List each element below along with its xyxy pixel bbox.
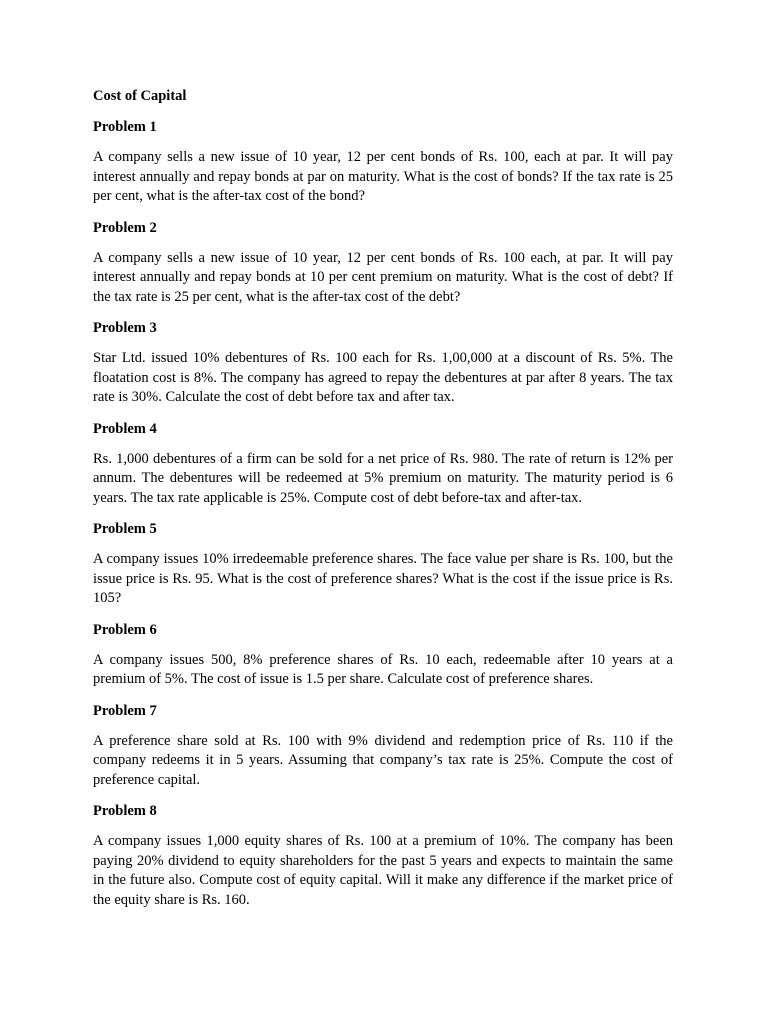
problem-1: [93, 117, 673, 207]
problem-heading: Problem 8: [93, 803, 157, 819]
document-page: [93, 86, 673, 921]
problem-text: A company issues 500, 8% preference shares of Rs. 10 each, redeemable after 10 years at a premium of 5%. The cost of issue is 1.5 per share. Calculate cost of preference shares.: [93, 651, 673, 687]
problem-text: Star Ltd. issued 10% debentures of Rs. 100 each for Rs. 1,00,000 at a discount of Rs. 5%. The floatation cost is 8%. The company has agreed to repay the debentures at par after 8 years. The tax rate is 30%. Calculate the cost of debt before tax and after tax.: [93, 350, 673, 405]
problem-heading: Problem 1: [93, 119, 157, 135]
document-title: Cost of Capital: [93, 88, 187, 104]
problem-8: [93, 801, 673, 910]
problem-heading: Problem 6: [93, 621, 157, 638]
problem-heading: Problem 7: [93, 702, 157, 719]
problem-heading: Problem 4: [93, 420, 157, 437]
problem-text: Rs. 1,000 debentures of a firm can be sold for a net price of Rs. 980. The rate of return is 12% per annum. The debentures will be redeemed at 5% premium on maturity. The maturity period is 6 years. The tax rate applicable is 25%. Compute cost of debt before-tax and after-tax.: [93, 450, 673, 506]
problem-text: A company issues 10% irredeemable preference shares. The face value per share is Rs. 100, but the issue price is Rs. 95. What is the cost of preference shares? What is the cost if the issue price is Rs. 105?: [93, 551, 673, 606]
problem-text: A company sells a new issue of 10 year, 12 per cent bonds of Rs. 100, each at par. It will pay interest annually and repay bonds at par on maturity. What is the cost of bonds? If the tax rate is 25 per cent, what is the after-tax cost of the bond?: [93, 149, 673, 204]
problem-heading: Problem 2: [93, 219, 157, 236]
problem-text: A preference share sold at Rs. 100 with 9% dividend and redemption price of Rs. 110 if the company redeems it in 5 years. Assuming that company’s tax rate is 25%. Compute the cost of preference capital.: [93, 732, 673, 788]
problem-3: [93, 318, 673, 408]
problem-text: A company issues 1,000 equity shares of Rs. 100 at a premium of 10%. The company has been paying 20% dividend to equity shareholders for the past 5 years and expects to maintain the same in the future also. Compute cost of equity capital. Will it make any difference if the market price of the equity share is Rs. 160.: [93, 833, 673, 908]
problem-4: [93, 419, 673, 509]
problem-7: [93, 701, 673, 791]
problem-5: [93, 519, 673, 609]
problem-6: [93, 620, 673, 690]
problem-heading: Problem 3: [93, 320, 157, 336]
problem-2: [93, 218, 673, 308]
problem-heading: Problem 5: [93, 521, 157, 537]
problem-text: A company sells a new issue of 10 year, 12 per cent bonds of Rs. 100 each, at par. It will pay interest annually and repay bonds at 10 per cent premium on maturity. What is the cost of debt? If the tax rate is 25 per cent, what is the after-tax cost of the debt?: [93, 249, 673, 305]
